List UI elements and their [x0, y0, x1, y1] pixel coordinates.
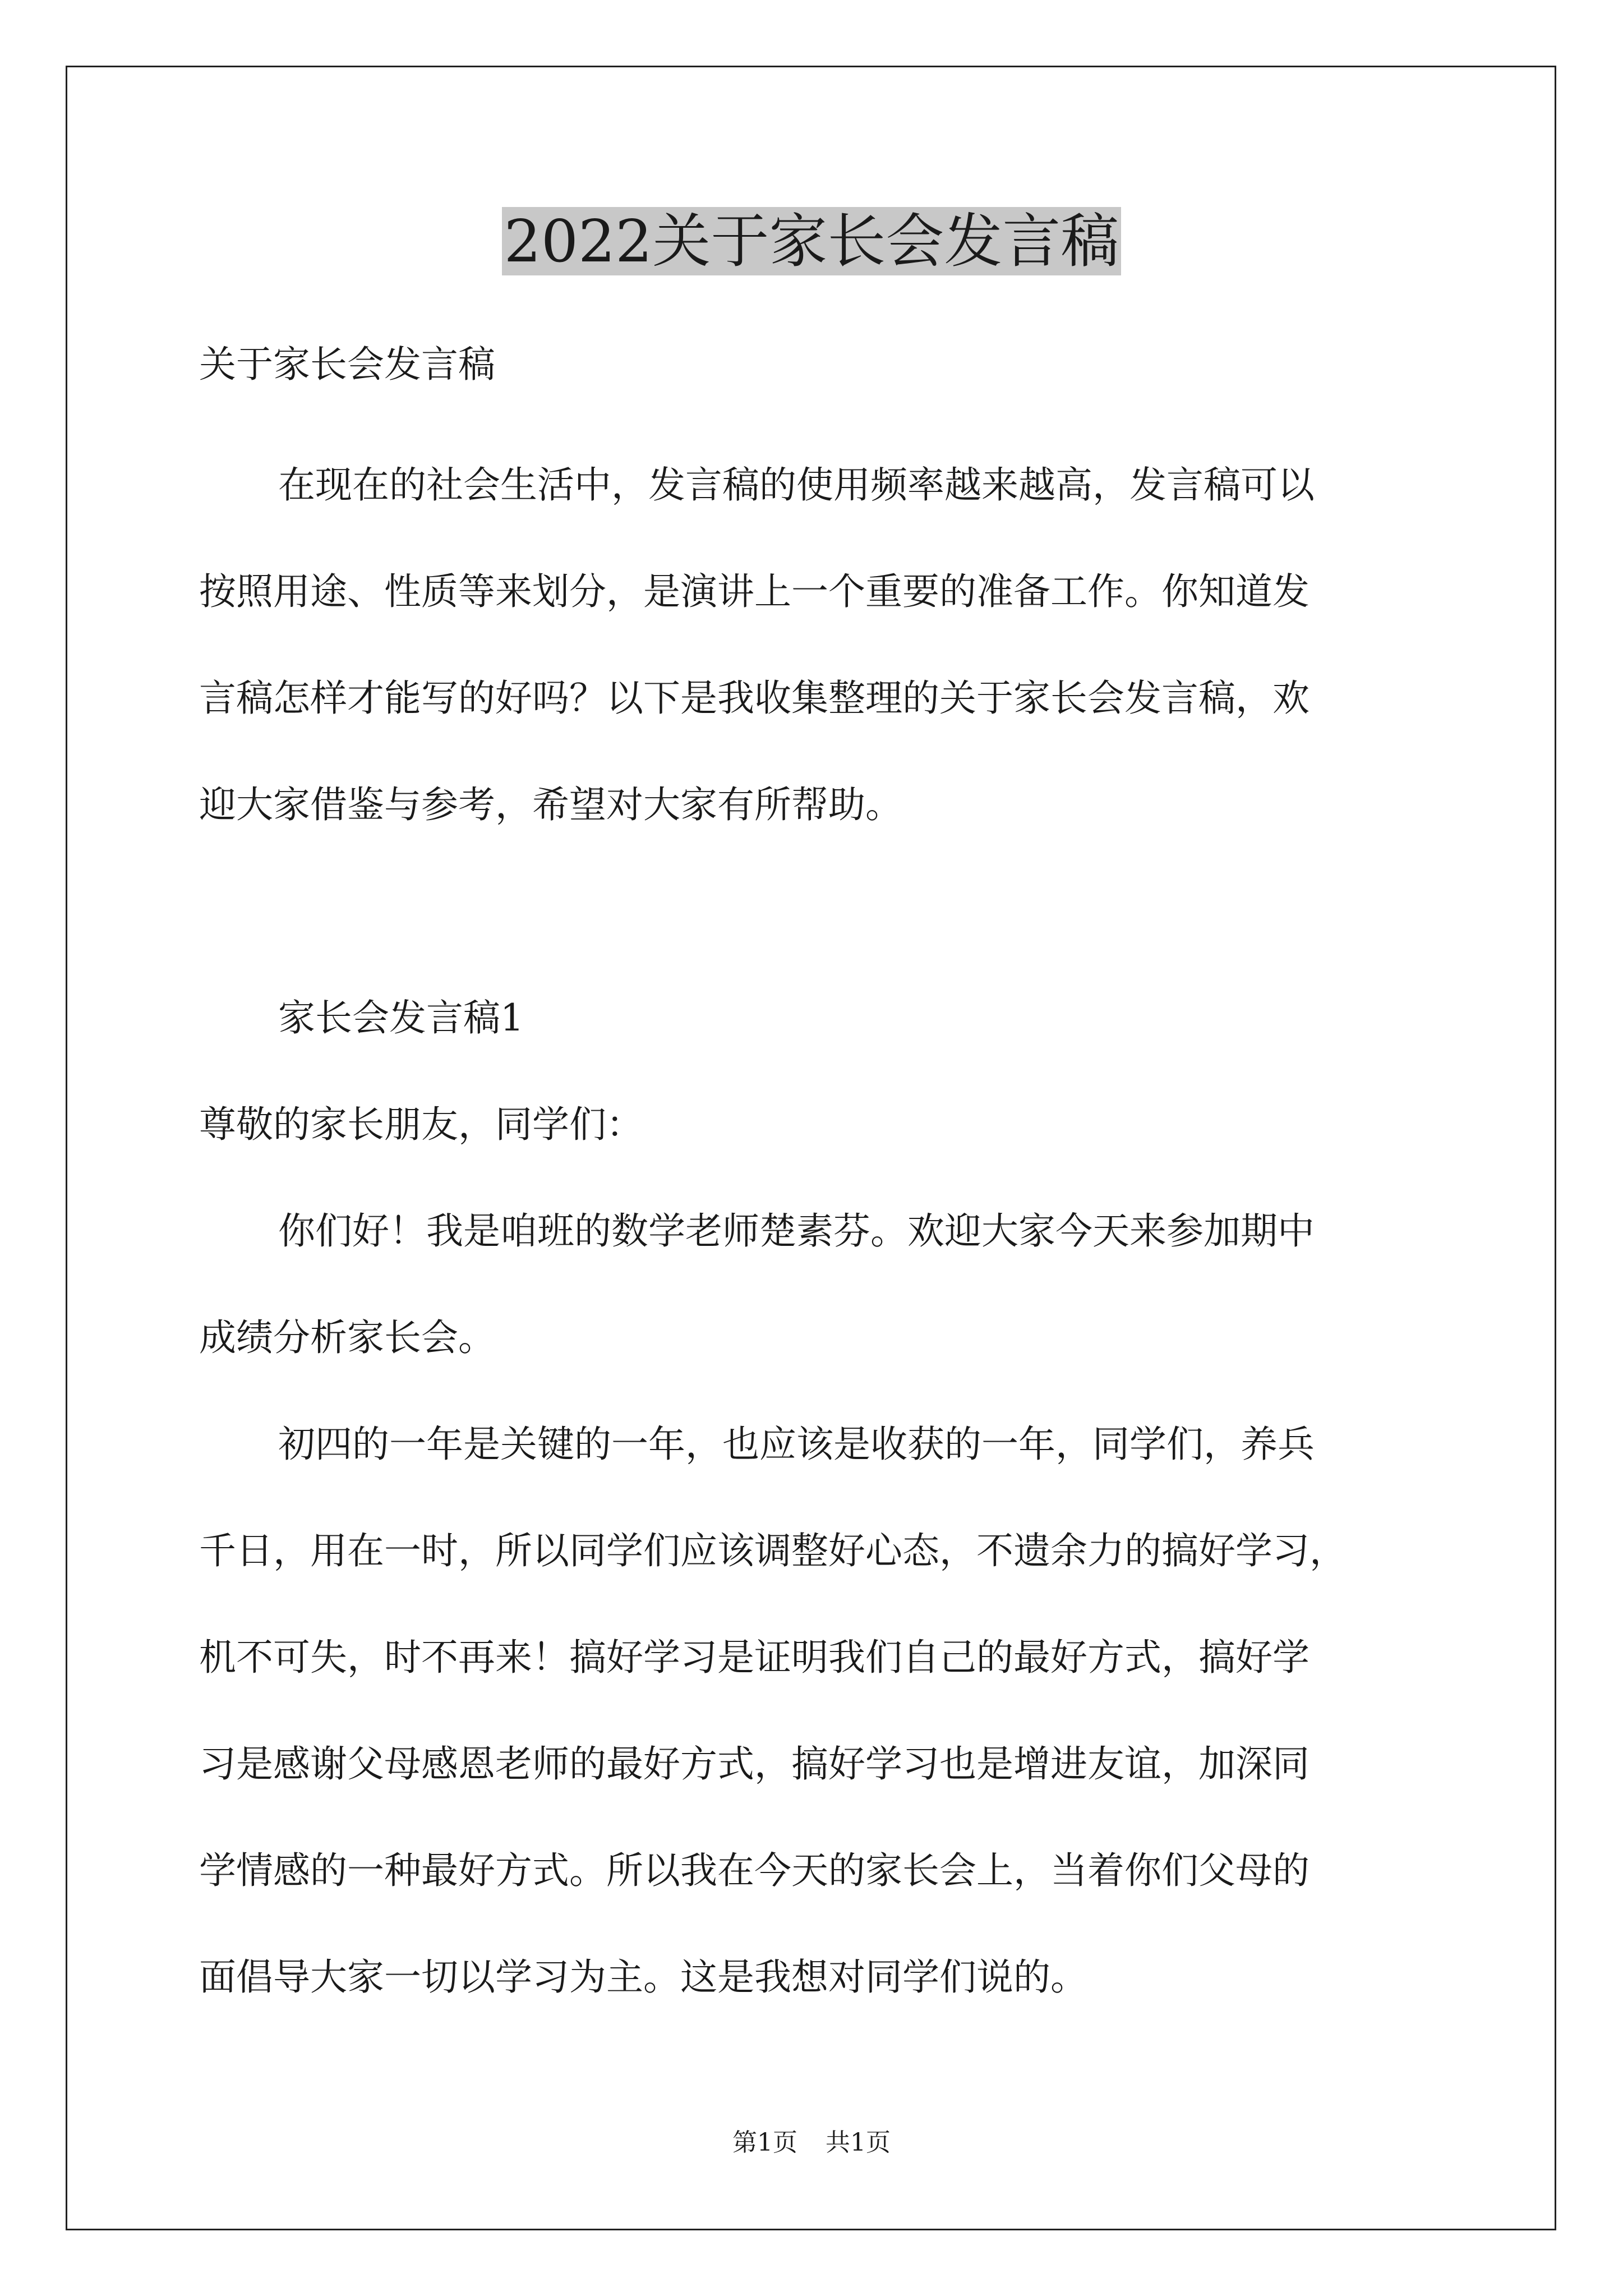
total-pages-label: 共1页 — [826, 2128, 891, 2157]
page-footer — [0, 2126, 1623, 2160]
paragraph1-line-1: 你们好！我是咱班的数学老师楚素芬。欢迎大家今天来参加期中 — [278, 1209, 1315, 1253]
document-title — [0, 205, 1623, 278]
paragraph2-line-3: 机不可失，时不再来！搞好学习是证明我们自己的最好方式，搞好学 — [199, 1636, 1310, 1679]
intro-line-2: 按照用途、性质等来划分，是演讲上一个重要的准备工作。你知道发 — [199, 570, 1310, 613]
paragraph1-line-2: 成绩分析家长会。 — [199, 1316, 495, 1359]
document-title-text: 2022关于家长会发言稿 — [502, 207, 1122, 275]
section-heading: 家长会发言稿1 — [278, 996, 524, 1039]
paragraph2-line-2: 千日，用在一时，所以同学们应该调整好心态，不遗余力的搞好学习， — [199, 1529, 1347, 1572]
paragraph2-line-4: 习是感谢父母感恩老师的最好方式，搞好学习也是增进友谊，加深同 — [199, 1742, 1310, 1786]
paragraph2-line-6: 面倡导大家一切以学习为主。这是我想对同学们说的。 — [199, 1955, 1087, 1999]
salutation: 尊敬的家长朋友，同学们： — [199, 1103, 643, 1146]
intro-line-4: 迎大家借鉴与参考，希望对大家有所帮助。 — [199, 783, 902, 826]
intro-line-1: 在现在的社会生活中，发言稿的使用频率越来越高，发言稿可以 — [278, 463, 1315, 507]
current-page-label: 第1页 — [732, 2128, 797, 2157]
paragraph2-line-1: 初四的一年是关键的一年，也应该是收获的一年，同学们，养兵 — [278, 1423, 1315, 1466]
intro-line-3: 言稿怎样才能写的好吗？以下是我收集整理的关于家长会发言稿，欢 — [199, 677, 1310, 720]
document-subtitle: 关于家长会发言稿 — [199, 343, 495, 386]
paragraph2-line-5: 学情感的一种最好方式。所以我在今天的家长会上，当着你们父母的 — [199, 1849, 1310, 1892]
